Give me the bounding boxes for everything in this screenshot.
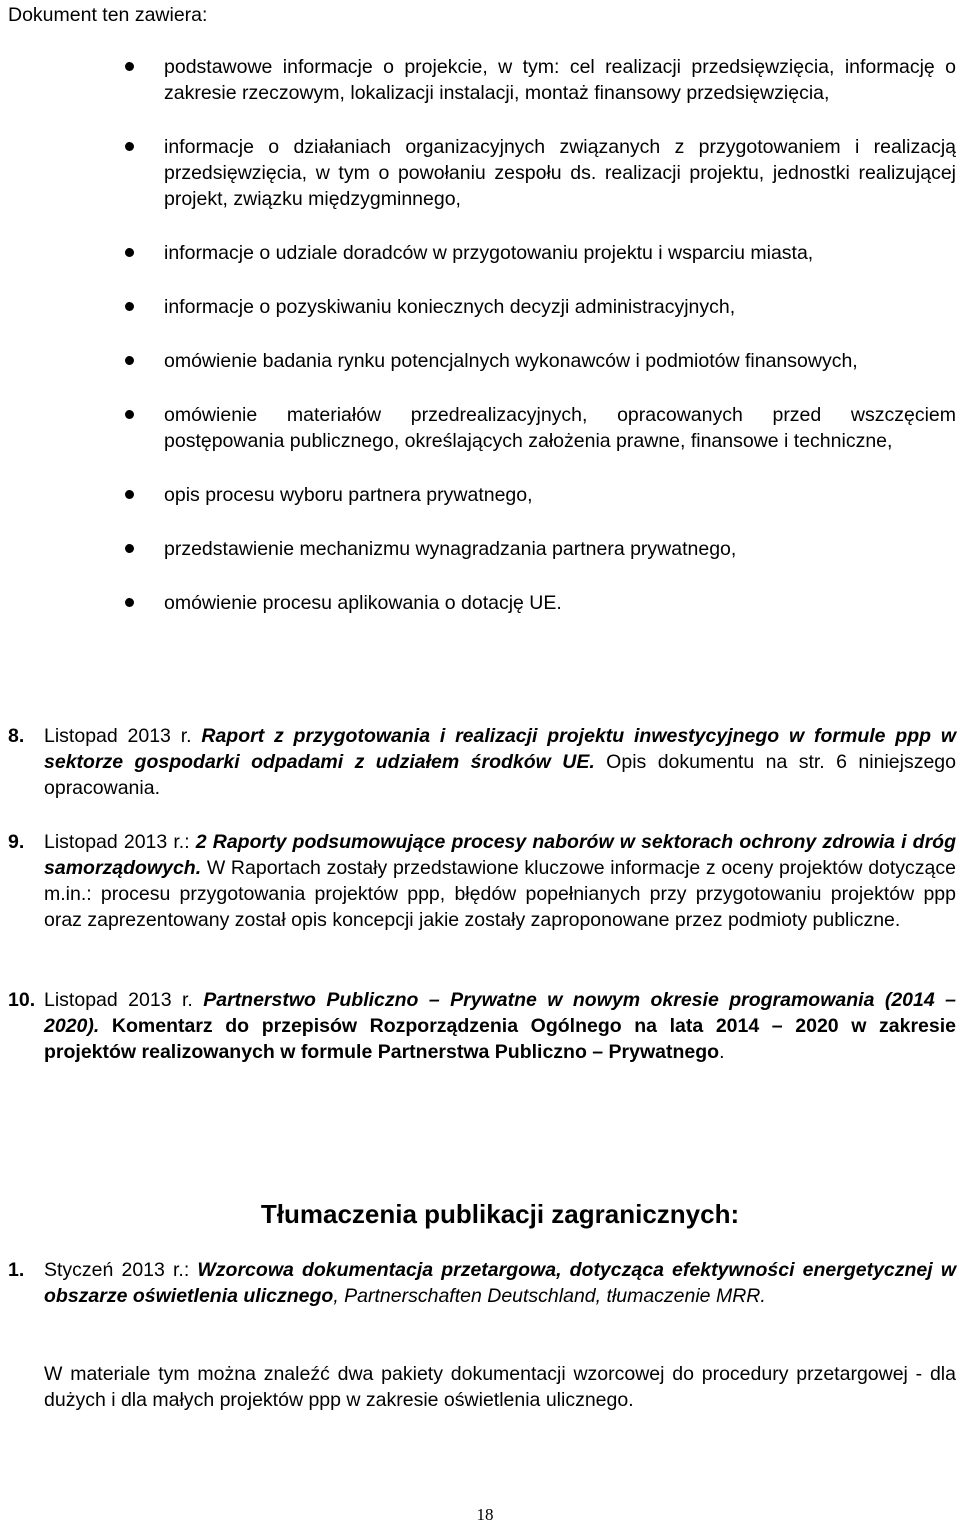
entry-date: Listopad 2013 r.: [44, 989, 204, 1011]
entry-number: 8.: [8, 725, 25, 747]
entry-title: 2 Raporty podsumowujące procesy naborów w sektorach ochrony zdrowia i dróg samorządowych.: [44, 831, 956, 879]
entry-date: Listopad 2013 r.:: [44, 831, 196, 853]
list-item: omówienie procesu aplikowania o dotację UE.: [0, 590, 960, 616]
list-item: opis procesu wyboru partnera prywatnego,: [0, 482, 960, 508]
list-item: omówienie materiałów przedrealizacyjnych, opracowanych przed wszczęciem postępowania publicznego, określających założenia prawne, finansowe i techniczne,: [0, 402, 960, 454]
entry-end: .: [719, 1041, 725, 1063]
publication-entry-8: [0, 723, 960, 801]
list-item: przedstawienie mechanizmu wynagradzania partnera prywatnego,: [0, 536, 960, 562]
publication-entry-9: [0, 829, 960, 933]
page-number: 18: [476, 1505, 494, 1524]
entry-title: Partnerstwo Publiczno – Prywatne w nowym okresie programowania (2014 – 2020).: [44, 989, 956, 1037]
bullet-icon: [125, 544, 134, 553]
bullet-icon: [125, 302, 134, 311]
entry-note: W Raportach zostały przedstawione kluczowe informacje z oceny projektów dotyczące m.in.: procesu przygotowania projektów ppp, błędów popełnianych przy przygotowaniu projektów ppp oraz zaprezentowany został opis koncepcji jakie zostały zaproponowane przez podmioty publiczne.: [44, 857, 956, 931]
section-heading: Tłumaczenia publikacji zagranicznych:: [260, 1199, 740, 1229]
contents-list: [0, 54, 960, 616]
list-item: informacje o udziale doradców w przygotowaniu projektu i wsparciu miasta,: [0, 240, 960, 266]
bullet-icon: [125, 356, 134, 365]
entry-number: 10.: [8, 989, 36, 1011]
bullet-icon: [125, 248, 134, 257]
description-paragraph: W materiale tym można znaleźć dwa pakiety dokumentacji wzorcowej do procedury przetargowej - dla dużych i dla małych projektów ppp w zakresie oświetlenia ulicznego.: [44, 1363, 956, 1411]
intro-text: Dokument ten zawiera:: [8, 4, 208, 26]
entry-title: Wzorcowa dokumentacja przetargowa, dotycząca efektywności energetycznej w obszarze oświetlenia ulicznego: [44, 1259, 956, 1307]
entry-date: Listopad 2013 r.: [44, 725, 202, 747]
list-item: informacje o działaniach organizacyjnych związanych z przygotowaniem i realizacją przedsięwzięcia, w tym o powołaniu zespołu ds. realizacji projektu, jednostki realizującej projekt, związku międzygminnego,: [0, 134, 960, 212]
bullet-icon: [125, 490, 134, 499]
entry-date: Styczeń 2013 r.:: [44, 1259, 198, 1281]
entry-note: Opis dokumentu na str. 6 niniejszego opracowania.: [44, 751, 956, 799]
entry-title: Raport z przygotowania i realizacji projektu inwestycyjnego w formule ppp w sektorze gospodarki odpadami z udziałem środków UE.: [44, 725, 956, 773]
translation-entry-1: [0, 1257, 960, 1309]
bullet-icon: [125, 62, 134, 71]
entry-number: 9.: [8, 831, 25, 853]
bullet-icon: [125, 410, 134, 419]
list-item: informacje o pozyskiwaniu koniecznych decyzji administracyjnych,: [0, 294, 960, 320]
bullet-icon: [125, 598, 134, 607]
list-item: omówienie badania rynku potencjalnych wykonawców i podmiotów finansowych,: [0, 348, 960, 374]
entry-number: 1.: [8, 1259, 25, 1281]
entry-note: , Partnerschaften Deutschland, tłumaczenie MRR.: [333, 1285, 766, 1307]
publication-entry-10: [0, 987, 960, 1065]
bullet-icon: [125, 142, 134, 151]
entry-subtitle: Komentarz do przepisów Rozporządzenia Ogólnego na lata 2014 – 2020 w zakresie projektów realizowanych w formule Partnerstwa Publiczno – Prywatnego: [44, 1015, 956, 1063]
list-item: podstawowe informacje o projekcie, w tym: cel realizacji przedsięwzięcia, informację o zakresie rzeczowym, lokalizacji instalacji, montaż finansowy przedsięwzięcia,: [0, 54, 960, 106]
